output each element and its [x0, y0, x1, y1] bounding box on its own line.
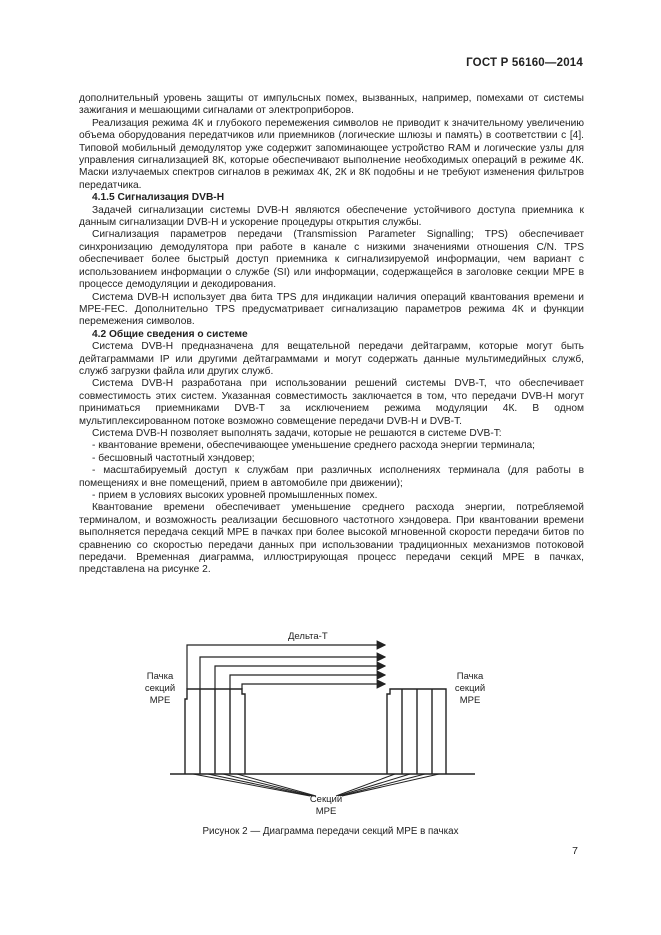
section-heading: 4.1.5 Сигнализация DVB-H [92, 192, 225, 204]
page-number: 7 [572, 845, 578, 857]
list-item: - масштабируемый доступ к службам при различных исполнениях терминала (для работы в помещениях и вне помещений, прием в автомобиле при движении); [79, 465, 584, 489]
right-burst [387, 689, 446, 774]
right-burst-label: Пачка [456, 671, 484, 682]
left-burst-label: секций [144, 683, 176, 694]
delta-t-label: Дельта-Т [288, 631, 328, 642]
left-burst-label: Пачка [146, 671, 174, 682]
paragraph: Задачей сигнализации системы DVB-H являются обеспечение устойчивого доступа приемника к данным сигнализации DVB-H и ускорение процедуры открытия службы. [79, 204, 584, 229]
document-header: ГОСТ Р 56160—2014 [466, 57, 583, 69]
paragraph: Система DVB-H позволяет выполнять задачи, которые не решаются в системе DVB-T: [92, 427, 502, 439]
list-item: - прием в условиях высоких уровней промышленных помех. [92, 490, 378, 501]
right-burst-label: МРЕ [459, 695, 481, 706]
delta-t-arrows [187, 645, 385, 689]
paragraph: Сигнализация параметров передачи (Transmission Parameter Signalling; TPS) обеспечивает синхронизацию демодулятора при работе в канале с низкими значениями отношения C/N. TPS обеспечивает более быстрый доступ приемника к сигнализируемой информации, чем вариант с использованием информации о службе (SI) или информации, содержащейся в заголовке секции МРЕ в процессе демодуляции и декодирования. [79, 229, 584, 291]
sections-label: МРЕ [315, 806, 337, 817]
document-body [79, 93, 584, 577]
paragraph: дополнительный уровень защиты от импульсных помех, вызванных, например, помехами от системы зажигания и мешающими сигналами от электроприборов. [79, 93, 584, 117]
section-pointers [193, 774, 439, 796]
figure-caption: Рисунок 2 — Диаграмма передачи секций МРЕ в пачках [202, 826, 459, 837]
sections-label: Секции [309, 794, 343, 805]
paragraph: Система DVB-H разработана при использовании решений системы DVB-T, что обеспечивает совместимость этих систем. Указанная совместимость заключается в том, что передачи DVB-H могут приниматься приемниками DVB-T за исключением режима модуляции 4К. В одном мультиплексированном потоке возможно совмещение передачи DVB-H и DVB-T. [79, 378, 584, 427]
left-burst-label: МРЕ [149, 695, 171, 706]
right-burst-label: секций [454, 683, 486, 694]
paragraph: Система DVB-H предназначена для вещательной передачи дейтаграмм, которые могут быть дейтаграммами IP или другими дейтаграммами и могут содержать данные мультимедийных служб, служб загрузки файла или других служб. [79, 341, 584, 377]
paragraph: Система DVB-H использует два бита TPS для индикации наличия операций квантования времени и MPE-FEC. Дополнительно TPS предусматривает сигнализацию параметров режима 4К и функции перемежения символов. [79, 291, 584, 328]
list-item: - квантование времени, обеспечивающее уменьшение среднего расхода энергии терминала; [92, 440, 536, 452]
section-heading: 4.2 Общие сведения о системе [92, 328, 248, 340]
paragraph: Реализация режима 4К и глубокого перемежения символов не приводит к значительному увеличению объема оборудования передатчиков или приемников (логические шлюзы и память) в соответствии с [4]. Типовой мобильный демодулятор уже содержит запоминающее устройство RAM и логические узлы для управления сигнализацией 8К, которые обеспечивают выполнение необходимых операций в режиме 4К. Маски излучаемых спектров сигналов в режимах 4К, 2К и 8К подобны и не требуют изменения фильтров передатчика. [79, 117, 584, 191]
paragraph: Квантование времени обеспечивает уменьшение среднего расхода энергии, потребляемой терминалом, и возможность реализации бесшовного частотного хэндовера. При квантовании времени выполняется передача секций МРЕ в пачках при более высокой мгновенной скорости передачи битов по сравнению со скоростью передачи данных при использовании традиционных механизмов потоковой передачи. Временная диаграмма, иллюстрирующая процесс передачи секций МРЕ в пачках, представлена на рисунке 2. [79, 502, 584, 576]
left-burst [185, 689, 245, 774]
list-item: - бесшовный частотный хэндовер; [92, 452, 255, 464]
mpe-burst-diagram [130, 624, 530, 824]
